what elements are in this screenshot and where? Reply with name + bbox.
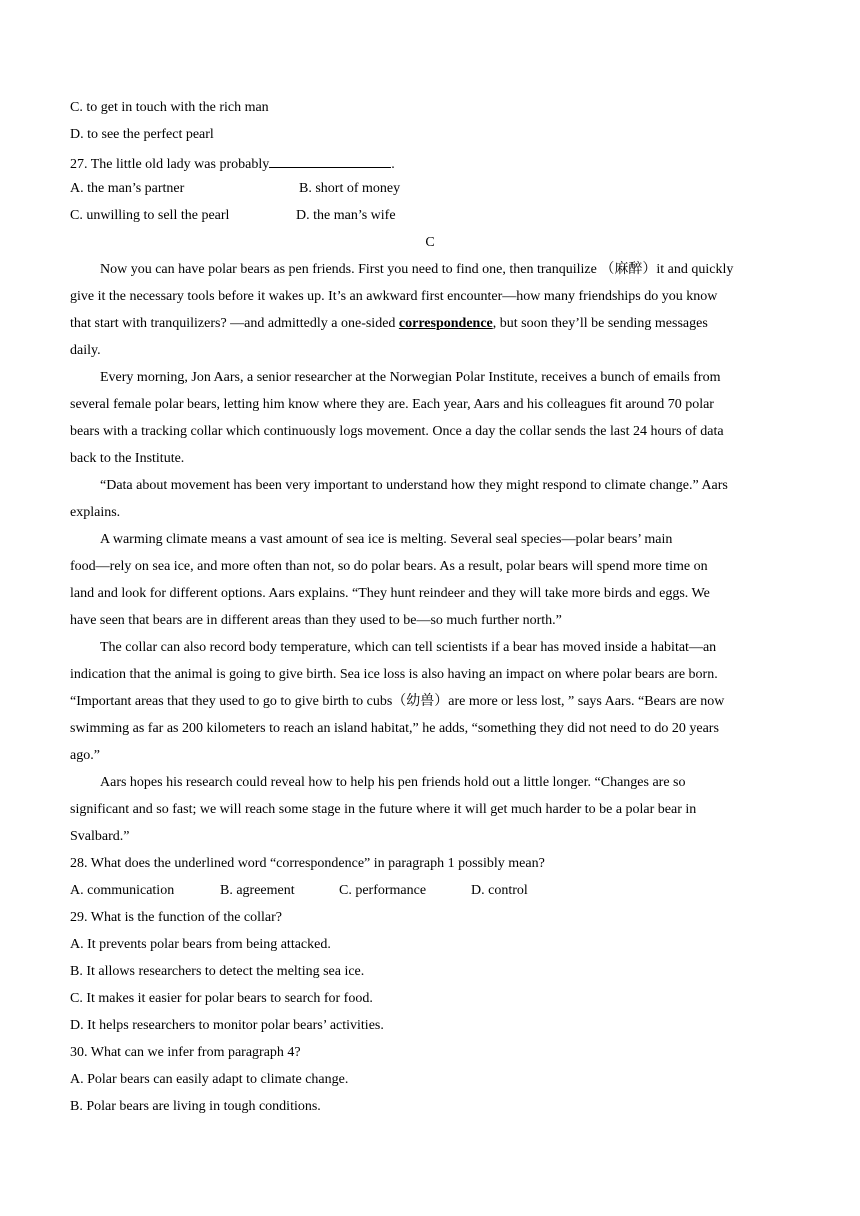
q28-option-a: A. communication [70,883,175,898]
q27-option-a: A. the man’s partner [70,181,185,196]
q26-option-d: D. to see the perfect pearl [70,127,214,142]
q27-option-b: B. short of money [299,181,401,196]
q28-stem: 28. What does the underlined word “correspondence” in paragraph 1 possibly mean? [70,856,545,871]
passage-p6-line1: Aars hopes his research could reveal how to help his pen friends hold out a little longer. “Changes are so [100,775,686,790]
passage-p5-line4: swimming as far as 200 kilometers to reach an island habitat,” he adds, “something they did not need to do 20 years [70,721,719,736]
q26-option-c: C. to get in touch with the rich man [70,100,269,115]
underlined-word: correspondence [398,316,493,331]
q27-option-c: C. unwilling to sell the pearl [70,208,230,223]
q29-option-c: C. It makes it easier for polar bears to search for food. [70,991,373,1006]
passage-p4-line1: A warming climate means a vast amount of sea ice is melting. Several seal species—polar bears’ main [100,532,673,547]
passage-p4-line4: have seen that bears are in different areas than they used to be—so much further north.” [70,613,562,628]
q28-option-c: C. performance [339,883,427,898]
passage-p5-line5: ago.” [70,748,100,763]
passage-p1-line2: give it the necessary tools before it wakes up. It’s an awkward first encounter—how many friendships do you know [70,289,718,304]
q29-option-d: D. It helps researchers to monitor polar bears’ activities. [70,1018,384,1033]
passage-p2-line4: back to the Institute. [70,451,185,466]
q27-stem-end: . [391,157,395,172]
passage-text: , but soon they’ll be sending messages [492,316,708,331]
passage-text: that start with tranquilizers? —and admittedly a one-sided [70,316,399,331]
q28-option-d: D. control [471,883,528,898]
passage-p3-line1: “Data about movement has been very important to understand how they might respond to climate change.” Aars [100,478,728,493]
passage-p2-line3: bears with a tracking collar which continuously logs movement. Once a day the collar sends the last 24 hours of data [70,424,724,439]
passage-p4-line2: food—rely on sea ice, and more often than not, so do polar bears. As a result, polar bears will spend more time on [70,559,708,574]
passage-p1-line3 [70,315,708,333]
passage-p5-line2: indication that the animal is going to give birth. Sea ice loss is also having an impact on where polar bears are born. [70,667,718,682]
q28-option-b: B. agreement [220,883,295,898]
passage-p2-line1: Every morning, Jon Aars, a senior researcher at the Norwegian Polar Institute, receives a bunch of emails from [100,370,721,385]
passage-p4-line3: land and look for different options. Aars explains. “They hunt reindeer and they will take more birds and eggs. We [70,586,710,601]
passage-p5-line1: The collar can also record body temperature, which can tell scientists if a bear has moved inside a habitat—an [100,640,717,655]
q27-stem [70,153,395,174]
q29-option-b: B. It allows researchers to detect the melting sea ice. [70,964,365,979]
q29-stem: 29. What is the function of the collar? [70,910,283,925]
q30-stem: 30. What can we infer from paragraph 4? [70,1045,301,1060]
passage-p1-line4: daily. [70,343,101,358]
passage-p2-line2: several female polar bears, letting him know where they are. Each year, Aars and his colleagues fit around 70 polar [70,397,714,412]
passage-p6-line2: significant and so fast; we will reach some stage in the future where it will get much harder to be a polar bear in [70,802,697,817]
q27-option-d: D. the man’s wife [296,208,396,223]
q27-stem-text: 27. The little old lady was probably [70,157,270,172]
passage-p5-line3: “Important areas that they used to go to give birth to cubs（幼兽）are more or less lost, ” says Aars. “Bears are now [70,694,725,709]
q30-option-b: B. Polar bears are living in tough conditions. [70,1099,321,1114]
passage-p3-line2: explains. [70,505,121,520]
answer-blank [269,153,391,168]
passage-p6-line3: Svalbard.” [70,829,130,844]
q30-option-a: A. Polar bears can easily adapt to climate change. [70,1072,349,1087]
q29-option-a: A. It prevents polar bears from being attacked. [70,937,331,952]
section-label: C [425,235,435,250]
passage-p1-line1: Now you can have polar bears as pen friends. First you need to find one, then tranquilize （麻醉）it and quickly [100,262,734,277]
